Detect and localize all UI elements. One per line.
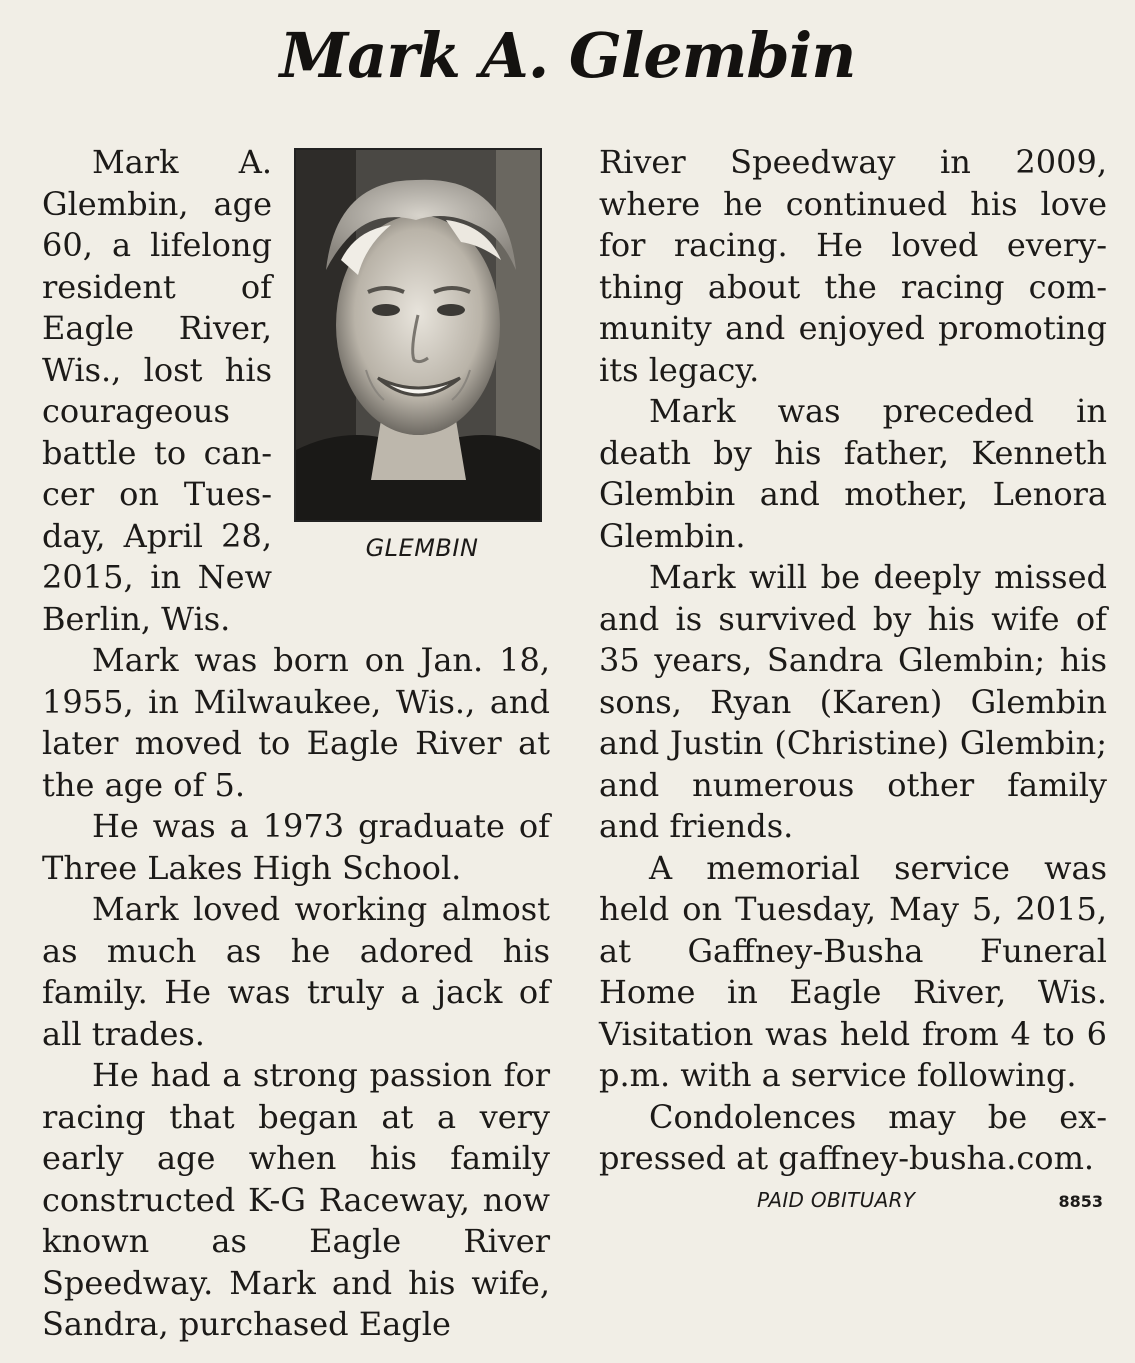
obituary-paragraph: Mark was preceded in death by his father, Kenneth Glembin and mother, Lenora Glembin.	[599, 392, 1107, 555]
obituary-paragraph-continued: River Speedway in 2009, where he continued his love for racing. He loved everything about the racing community and enjoyed promoting its legacy.	[599, 143, 1107, 389]
portrait-photo	[294, 148, 542, 522]
obituary-paragraph: A memorial service was held on Tuesday, May 5, 2015, at Gaffney-Busha Funeral Home in Eagle River, Wis. Visitation was held from 4 to 6 p.m. with a service following.	[599, 848, 1107, 1094]
left-column	[42, 142, 550, 1346]
obituary-paragraph: Mark A. Glembin, age 60, a lifelong resident of Eagle River, Wis., lost his courageous battle to cancer on Tuesday, April 28, 2015, in New Berlin, Wis.	[42, 143, 272, 638]
obituary-paragraph: Mark loved working almost as much as he adored his family. He was truly a jack of all trades.	[42, 890, 550, 1053]
photo-block	[294, 148, 550, 562]
obituary-paragraph: Mark was born on Jan. 18, 1955, in Milwaukee, Wis., and later moved to Eagle River at the age of 5.	[42, 641, 550, 804]
obituary-title: Mark A. Glembin	[279, 19, 856, 92]
obituary-paragraph: He was a 1973 graduate of Three Lakes High School.	[42, 807, 550, 887]
ad-number: 8853	[1058, 1191, 1103, 1211]
obituary-paragraph: Mark will be deeply missed and is survived by his wife of 35 years, Sandra Glembin; his sons, Ryan (Karen) Glembin and Justin (Christine) Glembin; and numerous other family and friends.	[599, 558, 1107, 845]
paid-obituary-label: PAID OBITUARY	[757, 1187, 916, 1212]
right-column	[599, 142, 1107, 1212]
obituary-footer	[599, 1188, 1107, 1212]
photo-caption: GLEMBIN	[365, 534, 479, 562]
obituary-paragraph: Condolences may be expressed at gaffney-busha.com.	[599, 1097, 1107, 1177]
obituary-paragraph: He had a strong passion for racing that began at a very early age when his family constructed K-G Raceway, now known as Eagle River Speedway. Mark and his wife, Sandra, purchased Eagle	[42, 1056, 550, 1343]
